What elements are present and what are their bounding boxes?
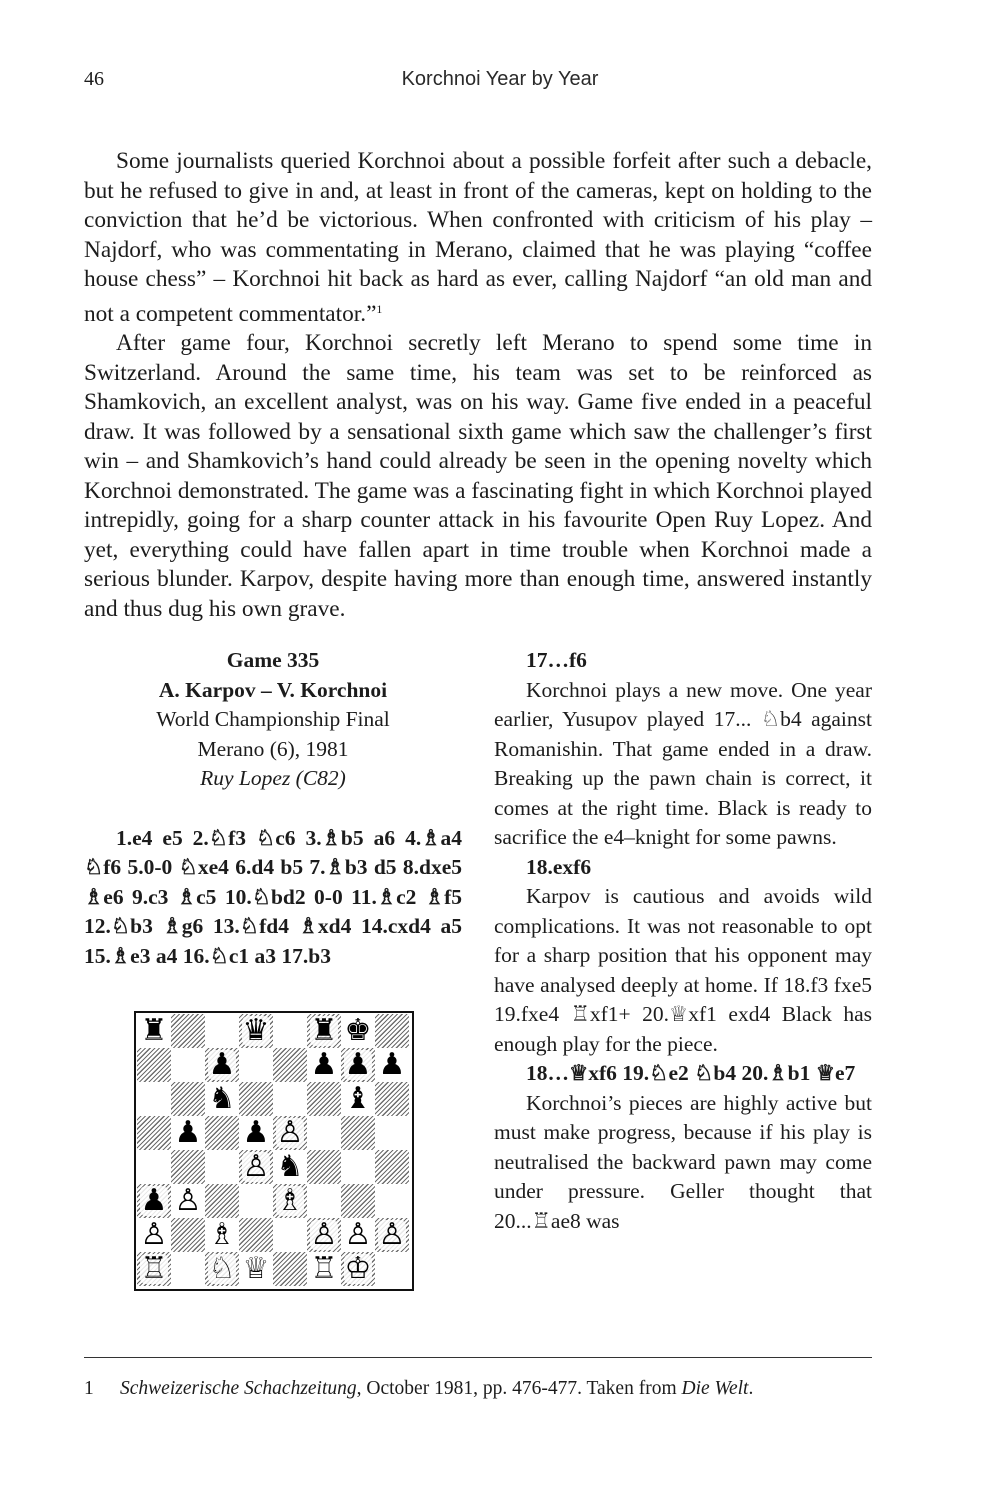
chess-piece: ♕ bbox=[242, 1251, 270, 1286]
square-b8 bbox=[171, 1014, 205, 1048]
square-a8 bbox=[137, 1014, 171, 1048]
square-c1 bbox=[205, 1252, 239, 1286]
square-c7 bbox=[205, 1048, 239, 1082]
footnote-source: Schweizerische Schachzeitung bbox=[120, 1378, 357, 1399]
square-c8 bbox=[205, 1014, 239, 1048]
chess-piece: ♟ bbox=[242, 1115, 270, 1150]
square-a7 bbox=[137, 1048, 171, 1082]
square-f2 bbox=[307, 1218, 341, 1252]
square-e6 bbox=[273, 1082, 307, 1116]
square-d3 bbox=[239, 1184, 273, 1218]
square-f1 bbox=[307, 1252, 341, 1286]
game-event: World Championship Final bbox=[156, 707, 390, 731]
square-g2 bbox=[341, 1218, 375, 1252]
square-b2 bbox=[171, 1218, 205, 1252]
left-column bbox=[84, 646, 462, 1291]
square-h2 bbox=[375, 1218, 409, 1252]
square-d5 bbox=[239, 1116, 273, 1150]
comment-20: Korchnoi’s pieces are highly active but must make progress, because if his play is neutralised the backward pawn may come under pressure. Geller thought that 20...♖ae8 was bbox=[494, 1090, 872, 1233]
square-d8 bbox=[239, 1014, 273, 1048]
square-h6 bbox=[375, 1082, 409, 1116]
square-a1 bbox=[137, 1252, 171, 1286]
square-g1 bbox=[341, 1252, 375, 1286]
chess-board bbox=[137, 1014, 411, 1286]
chess-piece: ♙ bbox=[378, 1217, 406, 1252]
square-f7 bbox=[307, 1048, 341, 1082]
square-h1 bbox=[375, 1252, 409, 1286]
move-18: 18.exf6 bbox=[526, 854, 592, 879]
game-header bbox=[84, 646, 462, 794]
intro-paragraph-1 bbox=[84, 147, 872, 329]
square-b6 bbox=[171, 1082, 205, 1116]
footnote-end: . bbox=[748, 1378, 754, 1399]
square-g6 bbox=[341, 1082, 375, 1116]
square-d2 bbox=[239, 1218, 273, 1252]
chess-piece: ♙ bbox=[242, 1149, 270, 1184]
square-a4 bbox=[137, 1150, 171, 1184]
square-b5 bbox=[171, 1116, 205, 1150]
square-a2 bbox=[137, 1218, 171, 1252]
chess-piece: ♜ bbox=[310, 1013, 338, 1048]
square-e1 bbox=[273, 1252, 307, 1286]
square-g4 bbox=[341, 1150, 375, 1184]
square-b3 bbox=[171, 1184, 205, 1218]
chess-piece: ♛ bbox=[242, 1013, 270, 1048]
comment-17: Korchnoi plays a new move. One year earlier, Yusupov played 17... ♘b4 against Romanishin. That game ended in a draw. Breaking up the pawn chain is correct, it comes at the right time. Black is ready to sacrifice the e4–knight for some pawns. bbox=[494, 677, 872, 849]
chess-piece: ♖ bbox=[140, 1251, 168, 1286]
square-h7 bbox=[375, 1048, 409, 1082]
game-opening: Ruy Lopez (C82) bbox=[200, 766, 346, 790]
square-e4 bbox=[273, 1150, 307, 1184]
square-h5 bbox=[375, 1116, 409, 1150]
footnote-origin: Die Welt bbox=[681, 1378, 749, 1399]
square-e7 bbox=[273, 1048, 307, 1082]
square-f8 bbox=[307, 1014, 341, 1048]
chess-piece: ♜ bbox=[140, 1013, 168, 1048]
comment-18: Karpov is cautious and avoids wild complications. It was not reasonable to opt for a sharp position that his opponent may have analysed deeply at home. If 18.f3 fxe5 19.fxe4 ♖xf1+ 20.♕xf1 exd4 Black has enough play for the piece. bbox=[494, 884, 872, 1056]
square-g5 bbox=[341, 1116, 375, 1150]
footnote-rest: , October 1981, pp. 476-477. Taken from bbox=[356, 1378, 682, 1399]
square-g8 bbox=[341, 1014, 375, 1048]
chess-piece: ♝ bbox=[344, 1081, 372, 1116]
intro-text bbox=[84, 147, 872, 624]
square-f6 bbox=[307, 1082, 341, 1116]
square-d1 bbox=[239, 1252, 273, 1286]
square-e8 bbox=[273, 1014, 307, 1048]
chess-piece: ♗ bbox=[276, 1183, 304, 1218]
chess-piece: ♙ bbox=[140, 1217, 168, 1252]
chess-piece: ♔ bbox=[344, 1251, 372, 1286]
game-moves: 1.e4 e5 2.♘f3 ♘c6 3.♗b5 a6 4.♗a4 ♘f6 5.0-0 ♘xe4 6.d4 b5 7.♗b3 d5 8.dxe5 ♗e6 9.c3 ♗c5 10.♘bd2 0-0 11.♗c2 ♗f5 12.♘b3 ♗g6 13.♘fd4 ♗xd4 14.cxd4 a5 15.♗e3 a4 16.♘c1 a3 17.b3 bbox=[84, 825, 462, 968]
chess-piece: ♞ bbox=[276, 1149, 304, 1184]
chess-piece: ♞ bbox=[208, 1081, 236, 1116]
square-b7 bbox=[171, 1048, 205, 1082]
square-b1 bbox=[171, 1252, 205, 1286]
chess-piece: ♘ bbox=[208, 1251, 236, 1286]
square-g3 bbox=[341, 1184, 375, 1218]
running-head: Korchnoi Year by Year bbox=[401, 68, 599, 90]
square-d4 bbox=[239, 1150, 273, 1184]
chess-diagram bbox=[134, 1011, 414, 1291]
chess-piece: ♟ bbox=[378, 1047, 406, 1082]
square-f4 bbox=[307, 1150, 341, 1184]
square-d7 bbox=[239, 1048, 273, 1082]
square-c2 bbox=[205, 1218, 239, 1252]
right-column bbox=[494, 646, 872, 1236]
chess-piece: ♙ bbox=[276, 1115, 304, 1150]
square-c5 bbox=[205, 1116, 239, 1150]
chess-piece: ♟ bbox=[174, 1115, 202, 1150]
square-f5 bbox=[307, 1116, 341, 1150]
move-18-20: 18…♕xf6 19.♘e2 ♘b4 20.♗b1 ♕e7 bbox=[526, 1061, 856, 1085]
square-g7 bbox=[341, 1048, 375, 1082]
square-e5 bbox=[273, 1116, 307, 1150]
square-e2 bbox=[273, 1218, 307, 1252]
chess-piece: ♙ bbox=[174, 1183, 202, 1218]
chess-piece: ♟ bbox=[344, 1047, 372, 1082]
square-a6 bbox=[137, 1082, 171, 1116]
square-c6 bbox=[205, 1082, 239, 1116]
square-a3 bbox=[137, 1184, 171, 1218]
square-c4 bbox=[205, 1150, 239, 1184]
chess-piece: ♙ bbox=[310, 1217, 338, 1252]
page-number: 46 bbox=[84, 68, 104, 90]
square-e3 bbox=[273, 1184, 307, 1218]
chess-piece: ♙ bbox=[344, 1217, 372, 1252]
square-f3 bbox=[307, 1184, 341, 1218]
square-h8 bbox=[375, 1014, 409, 1048]
move-17: 17…f6 bbox=[526, 648, 587, 672]
footnote bbox=[84, 1377, 884, 1401]
chess-piece: ♟ bbox=[310, 1047, 338, 1082]
intro-paragraph-1-text: Some journalists queried Korchnoi about a possible forfeit after such a debacle, but he refused to give in and, at least in front of the cameras, kept on holding to the conviction that he’d be victorious. When confronted with criticism of his play – Najdorf, who was commentating in Merano, claimed that he was playing “coffee house chess” – Korchnoi hit back as hard as ever, calling Najdorf “an old man and not a competent commentator.” bbox=[84, 148, 872, 327]
chess-piece: ♗ bbox=[208, 1217, 236, 1252]
game-venue: Merano (6), 1981 bbox=[197, 736, 349, 761]
square-d6 bbox=[239, 1082, 273, 1116]
game-players: A. Karpov – V. Korchnoi bbox=[158, 677, 388, 702]
chess-piece: ♖ bbox=[310, 1251, 338, 1286]
chess-piece: ♟ bbox=[140, 1183, 168, 1218]
square-c3 bbox=[205, 1184, 239, 1218]
square-a5 bbox=[137, 1116, 171, 1150]
chess-piece: ♚ bbox=[344, 1013, 372, 1048]
square-h4 bbox=[375, 1150, 409, 1184]
footnote-number: 1 bbox=[84, 1378, 94, 1399]
intro-paragraph-2: After game four, Korchnoi secretly left Merano to spend some time in Switzerland. Around the same time, his team was set to be reinforced as Shamkovich, an excellent analyst, was on his way. Game five ended in a peaceful draw. It was followed by a sensational sixth game which saw the challenger’s first win – and Shamkovich’s hand could already be seen in the opening novelty which Korchnoi demonstrated. The game was a fascinating fight in which Korchnoi played intrepidly, going for a sharp counter attack in his favourite Open Ruy Lopez. And yet, everything could have fallen apart in time trouble when Korchnoi made a serious blunder. Karpov, despite having more than enough time, answered instantly and thus dug his own grave. bbox=[84, 330, 872, 622]
square-h3 bbox=[375, 1184, 409, 1218]
game-title: Game 335 bbox=[226, 648, 320, 672]
footnote-divider bbox=[84, 1357, 872, 1358]
square-b4 bbox=[171, 1150, 205, 1184]
footnote-ref: 1 bbox=[376, 301, 383, 316]
chess-piece: ♟ bbox=[208, 1047, 236, 1082]
